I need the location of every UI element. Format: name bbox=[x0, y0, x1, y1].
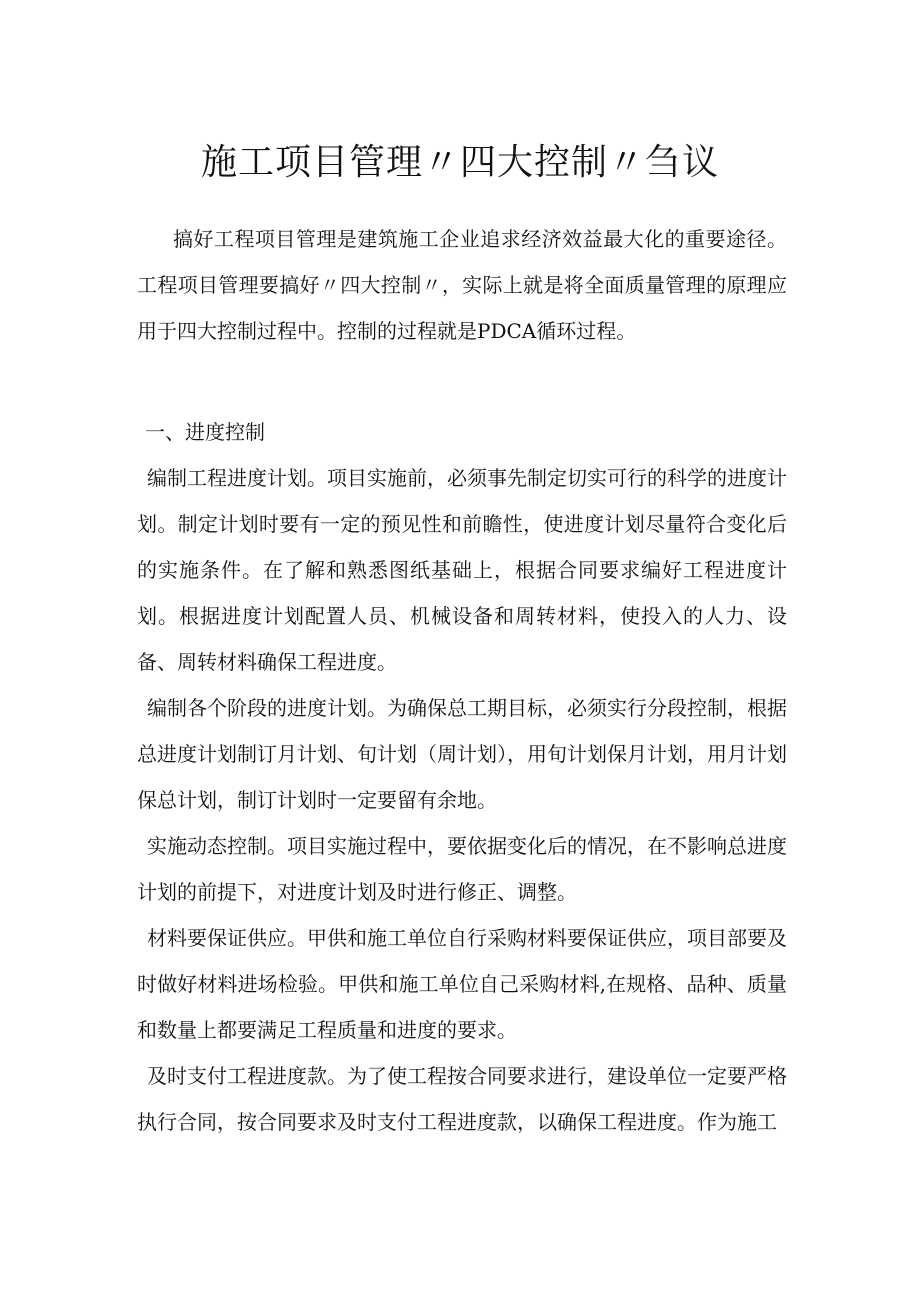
section-progress-control bbox=[137, 409, 787, 1145]
paragraph-material-supply: 材料要保证供应。甲供和施工单位自行采购材料要保证供应，项目部要及时做好材料进场检验。甲供和施工单位自己采购材料,在规格、品种、质量和数量上都要满足工程质量和进度的要求。 bbox=[137, 926, 787, 1042]
paragraph-dynamic-control: 实施动态控制。项目实施过程中，要依据变化后的情况，在不影响总进度计划的前提下，对进度计划及时进行修正、调整。 bbox=[137, 834, 787, 904]
section-heading: 一、进度控制 bbox=[145, 420, 265, 444]
paragraph-progress-payment: 及时支付工程进度款。为了使工程按合同要求进行，建设单位一定要严格执行合同，按合同要求及时支付工程进度款，以确保工程进度。作为施工 bbox=[137, 1064, 787, 1134]
paragraph-stage-plan: 编制各个阶段的进度计划。为确保总工期目标，必须实行分段控制，根据总进度计划制订月计划、旬计划（周计划），用旬计划保月计划，用月计划保总计划，制订计划时一定要留有余地。 bbox=[137, 696, 787, 812]
paragraph-schedule-plan: 编制工程进度计划。项目实施前，必须事先制定切实可行的科学的进度计划。制定计划时要有一定的预见性和前瞻性，使进度计划尽量符合变化后的实施条件。在了解和熟悉图纸基础上，根据合同要求编好工程进度计划。根据进度计划配置人员、机械设备和周转材料，使投入的人力、设备、周转材料确保工程进度。 bbox=[137, 466, 787, 674]
intro-paragraph: 搞好工程项目管理是建筑施工企业追求经济效益最大化的重要途径。工程项目管理要搞好〃四大控制〃，实际上就是将全面质量管理的原理应用于四大控制过程中。控制的过程就是PDCA循环过程。 bbox=[137, 227, 787, 343]
document-title: 施工项目管理〃四大控制〃刍议 bbox=[200, 142, 719, 183]
